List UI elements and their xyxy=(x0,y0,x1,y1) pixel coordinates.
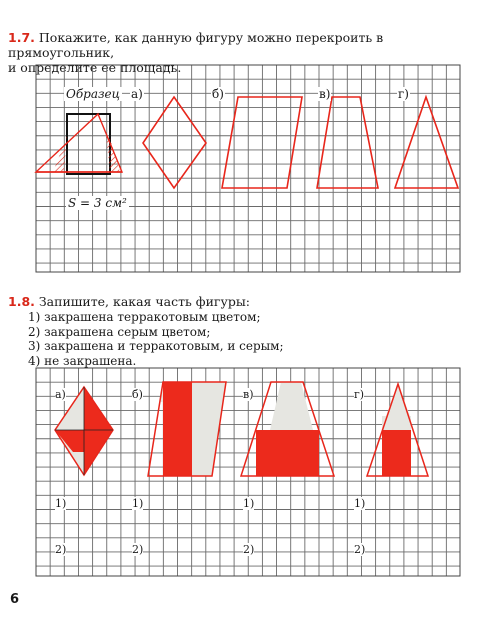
label-1-8-a: а) xyxy=(55,388,66,401)
list-item: 3) закрашена и терракотовым, и серым; xyxy=(28,339,284,353)
task-number: 1.7. xyxy=(8,30,35,45)
answer-1-label: 1) xyxy=(354,497,366,510)
task-text-line1: Покажите, как данную фигуру можно перекроить в прямоугольник, xyxy=(8,30,384,60)
task-1-8-header xyxy=(8,294,250,309)
answer-1-label: 1) xyxy=(132,497,144,510)
label-1-7-g: г) xyxy=(398,87,409,101)
answer-1-label: 1) xyxy=(243,497,255,510)
list-item: 1) закрашена терракотовым цветом; xyxy=(28,310,261,324)
sample-figure xyxy=(36,114,122,174)
answer-2-label: 2) xyxy=(243,543,255,556)
area-formula: S = 3 см² xyxy=(68,196,127,210)
label-1-7-b: б) xyxy=(212,87,224,101)
answer-2-label: 2) xyxy=(132,543,144,556)
page-number: 6 xyxy=(10,592,20,607)
figure-1-8-g-triangle xyxy=(367,384,428,476)
label-1-7-v: в) xyxy=(319,87,331,101)
label-1-8-g: г) xyxy=(354,388,365,401)
task-number: 1.8. xyxy=(8,294,35,309)
answer-2-label: 2) xyxy=(354,543,366,556)
list-item: 4) не закрашена. xyxy=(28,353,137,368)
label-1-8-b: б) xyxy=(132,388,143,401)
answer-1-label: 1) xyxy=(55,497,67,510)
label-1-8-v: в) xyxy=(243,388,254,401)
figure-1-7-g-triangle xyxy=(395,97,458,188)
task-text-line2: и определите ее площадь. xyxy=(8,60,182,75)
task-intro: Запишите, какая часть фигуры: xyxy=(38,294,250,309)
task-1-8-items xyxy=(28,310,284,368)
sample-label: Образец xyxy=(66,87,121,101)
label-1-7-a: а) xyxy=(131,87,143,101)
answer-2-label: 2) xyxy=(55,543,67,556)
list-item: 2) закрашена серым цветом; xyxy=(28,324,211,339)
figure-1-7-a-rhombus xyxy=(143,97,206,188)
